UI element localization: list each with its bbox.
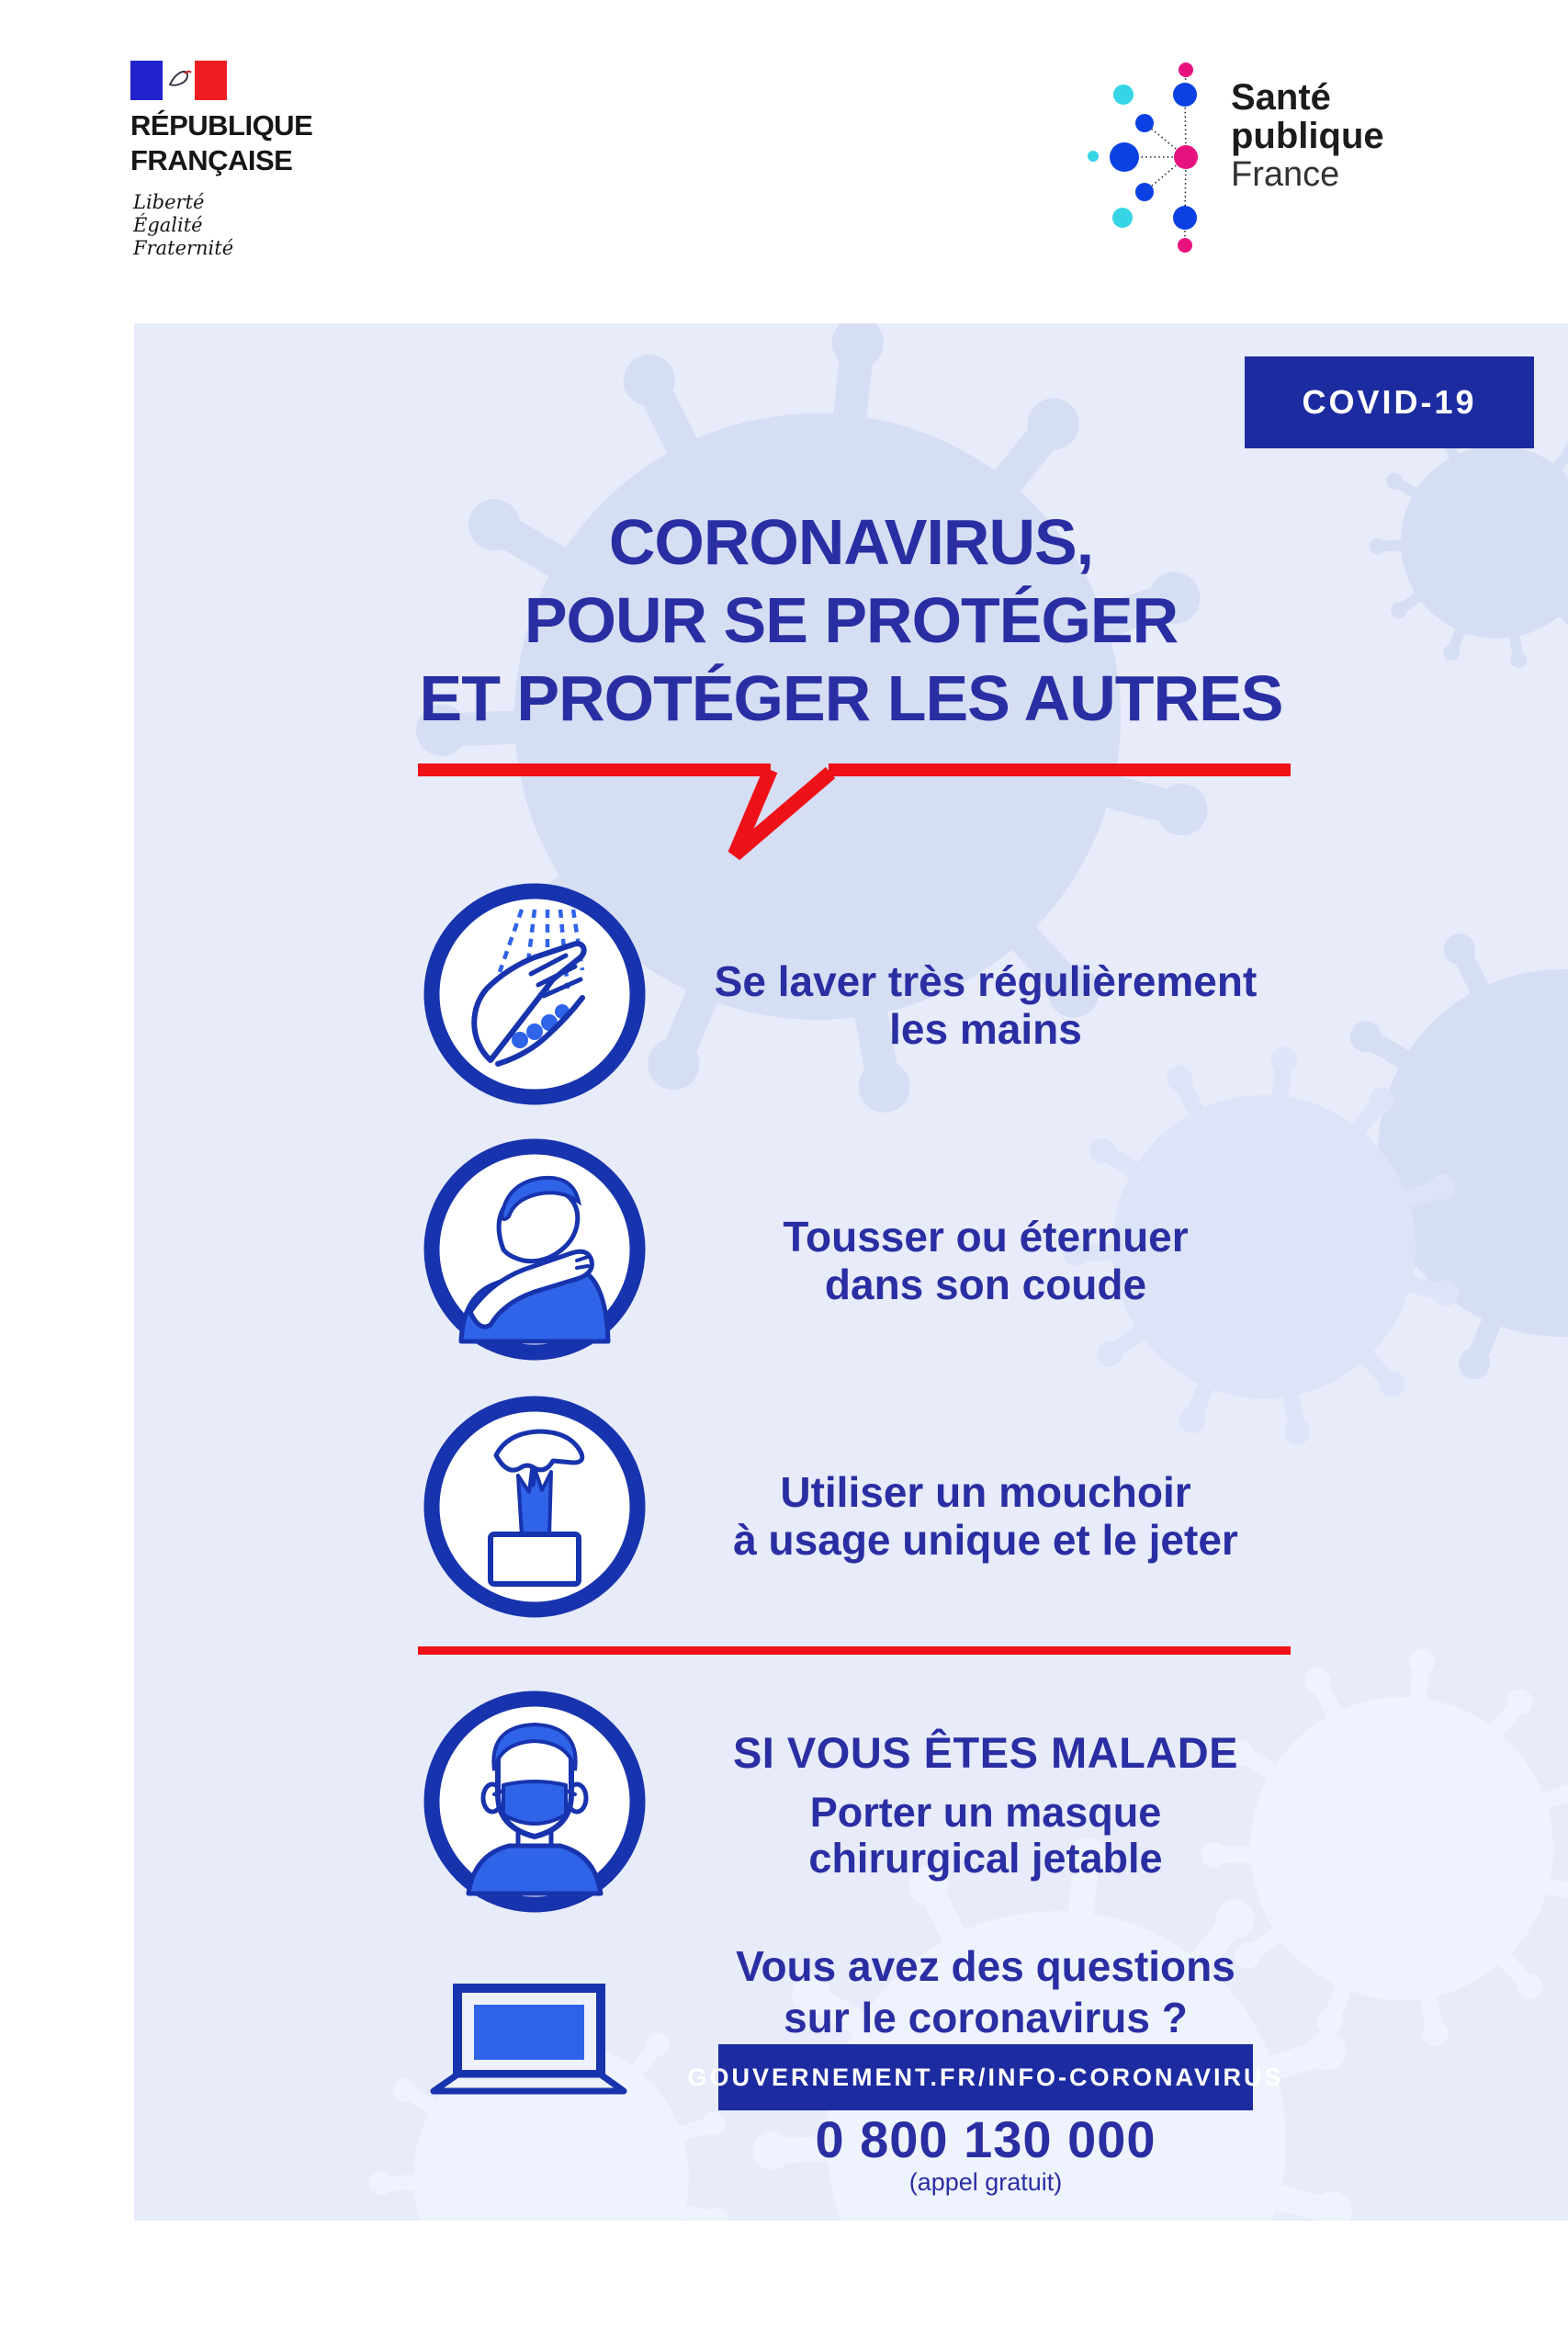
flag-blue-band <box>130 61 163 100</box>
title-line-1: CORONAVIRUS, <box>608 506 1094 578</box>
main-panel <box>134 323 1568 2221</box>
instruction-3-line-2: à usage unique et le jeter <box>733 1516 1238 1564</box>
instruction-2-line-1: Tousser ou éternuer <box>783 1213 1189 1261</box>
spf-wordmark <box>1231 78 1384 194</box>
spf-line1: Santé <box>1231 77 1331 118</box>
spf-network-icon <box>1075 51 1222 266</box>
questions-line-2: sur le coronavirus ? <box>784 1994 1188 2041</box>
red-divider <box>418 1646 1291 1655</box>
republique-name <box>130 108 312 178</box>
government-website-banner: GOUVERNEMENT.FR/INFO-CORONAVIRUS <box>718 2044 1253 2110</box>
flag-red-band <box>195 61 227 100</box>
instruction-1-line-2: les mains <box>889 1005 1082 1053</box>
instruction-2-text <box>612 1213 1359 1308</box>
instruction-1-text <box>612 957 1359 1053</box>
sick-line-1: Porter un masque <box>809 1789 1162 1836</box>
sick-line-2: chirurgical jetable <box>808 1835 1163 1882</box>
covid-19-badge: COVID-19 <box>1245 356 1534 448</box>
motto-liberte: Liberté <box>133 191 205 213</box>
instruction-2-line-2: dans son coude <box>824 1261 1147 1308</box>
instruction-3-line-1: Utiliser un mouchoir <box>780 1468 1191 1516</box>
spf-line2: publique <box>1231 116 1384 156</box>
motto <box>133 191 233 260</box>
flag-white-band <box>163 61 195 100</box>
motto-fraternite: Fraternité <box>133 237 234 259</box>
phone-note: (appel gratuit) <box>908 2168 1063 2196</box>
marianne-icon <box>163 61 195 100</box>
spf-line3: France <box>1231 155 1340 194</box>
instruction-3-text <box>612 1468 1359 1564</box>
sick-section-heading: SI VOUS ÊTES MALADE <box>732 1728 1239 1777</box>
phone-number: 0 800 130 000 <box>815 2110 1156 2168</box>
sante-publique-france-logo <box>1075 51 1461 271</box>
title-line-2: POUR SE PROTÉGER <box>524 584 1179 656</box>
sick-section-text <box>612 1790 1359 1882</box>
questions-text <box>612 1940 1359 2043</box>
republique-line2: FRANÇAISE <box>130 144 293 176</box>
republique-francaise-logo <box>129 57 423 268</box>
republique-line1: RÉPUBLIQUE <box>130 109 313 141</box>
instruction-1-line-1: Se laver très régulièrement <box>714 957 1258 1005</box>
laptop-icon <box>430 1983 627 2098</box>
french-flag-icon <box>130 61 227 100</box>
speech-bubble-underline <box>418 757 1291 872</box>
title-line-3: ET PROTÉGER LES AUTRES <box>419 662 1283 734</box>
questions-line-1: Vous avez des questions <box>736 1942 1235 1990</box>
poster-title <box>134 503 1568 738</box>
motto-egalite: Égalité <box>133 214 203 236</box>
